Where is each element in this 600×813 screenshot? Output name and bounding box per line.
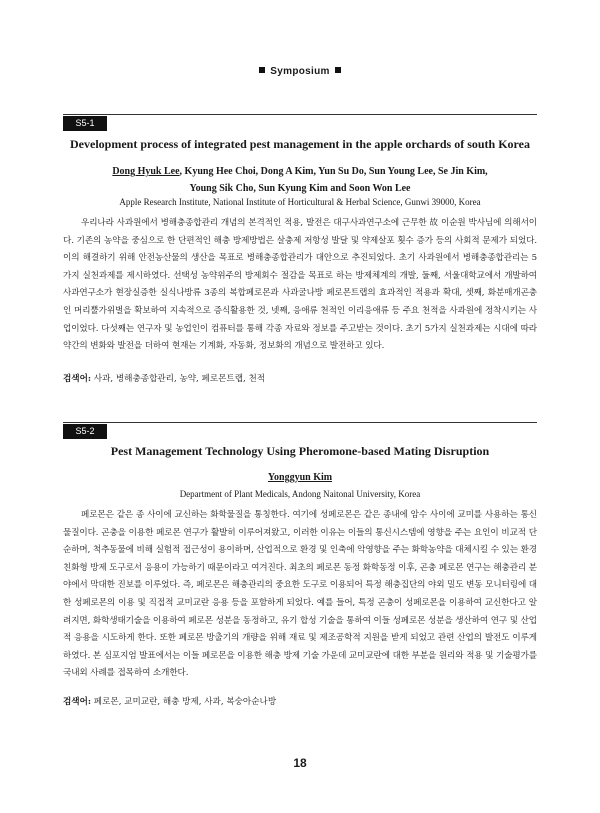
keywords <box>63 372 537 384</box>
author-list <box>63 469 537 486</box>
co-authors: , Kyung Hee Choi, Dong A Kim, Yun Su Do, Sun Young Lee, Se Jin Kim, <box>179 166 488 177</box>
section-divider <box>63 422 537 423</box>
presenting-author: Dong Hyuk Lee <box>112 166 180 177</box>
running-header <box>0 66 600 77</box>
header-label: Symposium <box>270 66 330 77</box>
abstract-body: 우리나라 사과원에서 병해충종합관리 개념의 본격적인 적용, 발전은 대구사과연구소에 근무한 故 이순원 박사님에 의해서이다. 기존의 농약을 중심으로 한 단편적인 해충 방제방법은 살충제 저항성 발달 및 약제살포 횟수 증가 등의 사회적 문제가 되었다. 이의 해결하기 위해 안전농산물의 생산을 목표로 병해충종합관리가 대안으로 추진되었다. 초기 사과원에서 병해충종합관리는 5가지 실천과제를 제시하였다. 선택성 농약위주의 방제회수 절감을 목표로 하는 방제체계의 개발, 둘째, 서울대학교에서 개발하여 사과연구소가 현장실증한 실식나방류 3종의 복합페로몬과 사과굴나방 페로몬트랩의 효과적인 적용과 확대, 셋째, 화분매개곤충인 머리뿔가위벌을 확보하여 지속적으로 증식활용한 것, 넷째, 응애류 천적인 이리응애류 등 주요 천적을 사과원에 정착시키는 사업이었다. 다섯째는 연구자 및 농업인이 컴퓨터를 통해 각종 자료와 정보를 주고받는 것이다. 초기 5가지 실천과제는 시대에 따라 약간의 변화와 발전을 더하여 현재는 기계화, 자동화, 정보화의 개념으로 발전하고 있다. <box>63 218 537 352</box>
abstract-tag: S5-1 <box>63 116 107 131</box>
affiliation: Department of Plant Medicals, Andong Naitonal University, Korea <box>179 489 421 499</box>
abstract-title: Pest Management Technology Using Pheromone-based Mating Disruption <box>110 444 490 458</box>
abstract-title: Development process of integrated pest management in the apple orchards of south Korea <box>70 137 530 151</box>
presenting-author: Yonggyun Kim <box>267 472 333 483</box>
abstract-tag: S5-2 <box>63 424 107 439</box>
author-list <box>63 163 537 197</box>
square-bullet-icon <box>335 67 341 73</box>
abstract-body: 페로몬은 같은 종 사이에 교신하는 화학물질을 통칭한다. 여기에 성페로몬은 같은 종내에 암수 사이에 교미를 사용하는 통신물질이다. 곤충을 이용한 페로몬 연구가 활발히 이루어져왔고, 이러한 이유는 이들의 통신시스템에 영향을 주는 요인이 비교적 단순하며, 척추동물에 비해 실험적 접근성이 용이하며, 산업적으로 환경 및 인축에 악영향을 주는 화학농약을 대체시킬 수 있는 환경친화형 방제 도구로서 응용이 가능하기 때문이라고 여겨진다. 최초의 페로몬 동정 화학동정 이후, 곤충 페로몬 연구는 해충관리 분야에서 막대한 진보를 이루었다. 즉, 페로몬은 해충관리의 중요한 도구로 이용되어 특정 해충집단의 야외 밀도 변동 모니터링에 대한 성페로몬의 이용 및 직접적 교미교란 응용 등을 포함하게 되었다. 예를 들어, 특정 곤충이 성페로몬을 이용하여 교신한다고 알려지면, 화학생태기술을 이용하여 페로몬 성분을 동정하고, 유기 합성 기술을 통하여 이들 성페로몬 성분을 생산하여 연구 및 산업적 응용을 시도하게 한다. 또한 페로몬 방출기의 개량을 위해 재료 및 제조공학적 지원을 받게 되었고 관련 산업의 발전도 이루게 하였다. 본 심포지엄 발표에서는 이들 페로몬을 이용한 해충 방제 기술 가운데 교미교란에 대한 부분을 원리와 적용 및 기술평가를 국내외 사례를 접목하여 소개한다. <box>63 510 537 679</box>
affiliation: Apple Research Institute, National Institute of Horticultural & Herbal Science, Gunwi 39000, Korea <box>119 197 481 207</box>
square-bullet-icon <box>259 67 265 73</box>
co-authors-line2: Young Sik Cho, Sun Kyung Kim and Soon Won Lee <box>189 183 411 194</box>
keywords <box>63 695 537 707</box>
section-divider <box>63 114 537 115</box>
keywords-label: 검색어: <box>63 374 92 384</box>
page-number: 18 <box>293 756 307 770</box>
keywords-list: 사과, 병해충종합관리, 농약, 페로몬트랩, 천적 <box>91 374 266 384</box>
keywords-list: 페로몬, 교미교란, 해충 방제, 사과, 복숭아순나방 <box>91 697 277 707</box>
keywords-label: 검색어: <box>63 697 92 707</box>
